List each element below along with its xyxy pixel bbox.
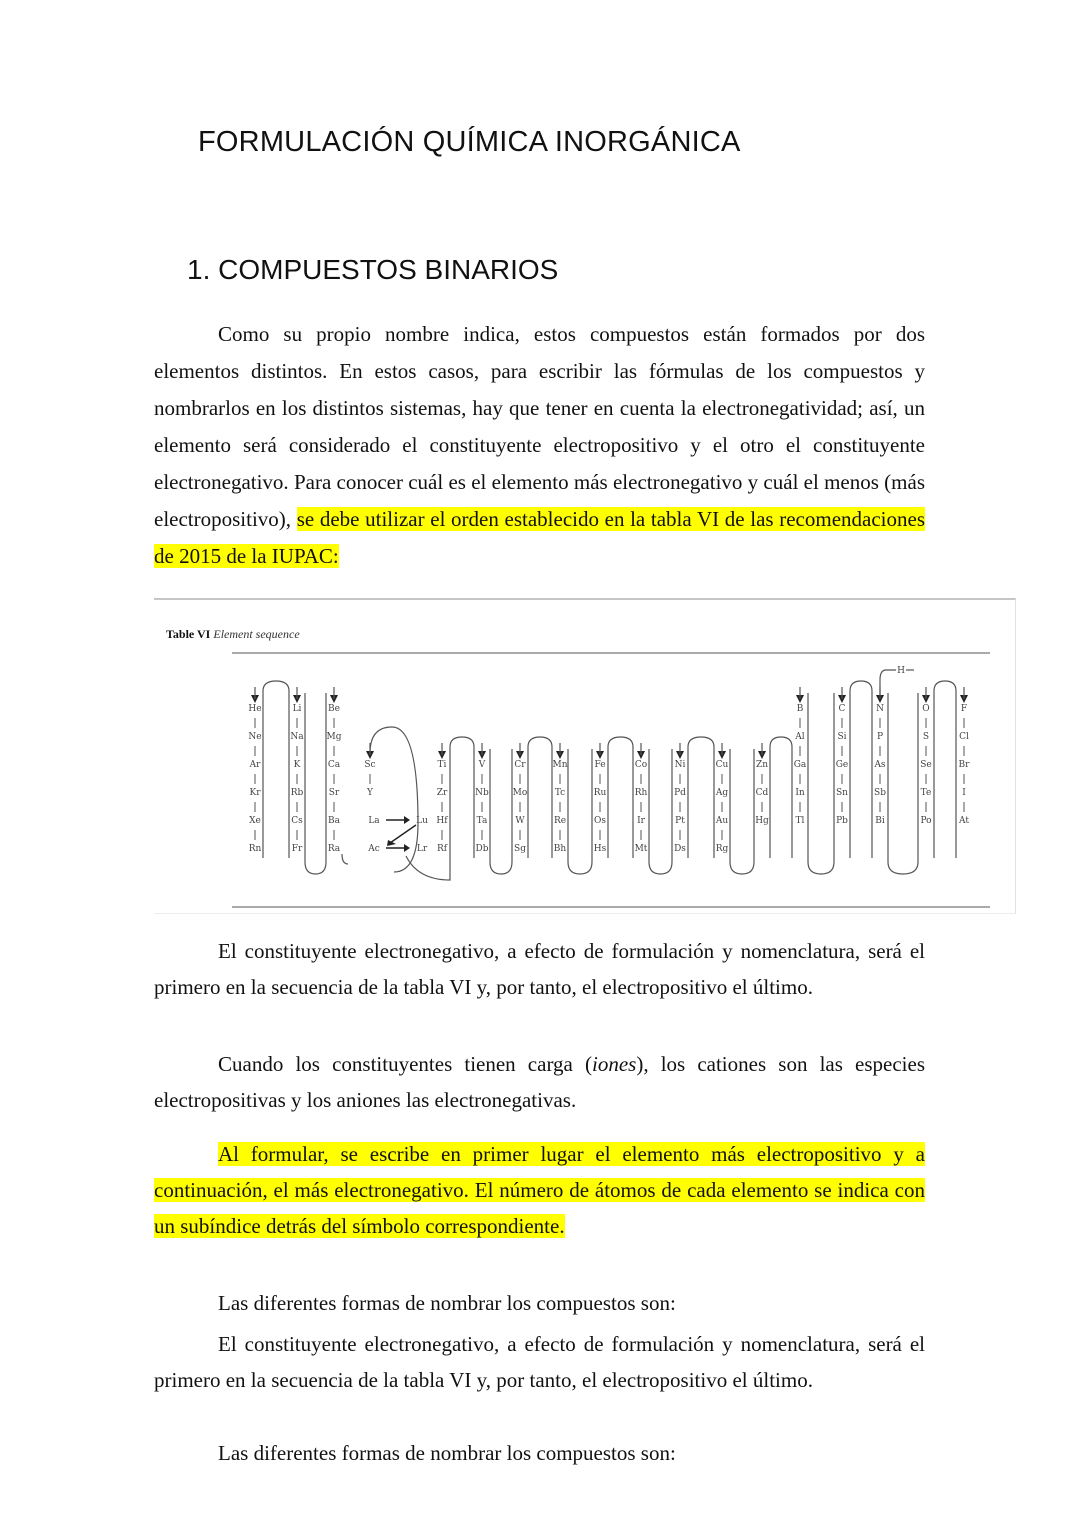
element-ac: Ac bbox=[368, 844, 380, 854]
connector-loop bbox=[305, 693, 326, 874]
lu-to-ac-arrow-head bbox=[387, 840, 396, 846]
element-co: Co bbox=[634, 760, 648, 770]
element-mg: Mg bbox=[326, 732, 342, 742]
element-tc: Tc bbox=[554, 788, 566, 798]
element-ru: Ru bbox=[593, 788, 607, 798]
element-ir: Ir bbox=[637, 816, 645, 826]
lanthanide-arrow-head bbox=[404, 816, 410, 824]
element-sb: Sb bbox=[874, 788, 886, 798]
connector-loop bbox=[342, 854, 348, 864]
element-bi: Bi bbox=[875, 816, 885, 826]
intro-highlight: se debe utilizar el orden establecido en la tabla VI de las recomendaciones de 2015 de la IUPAC: bbox=[154, 507, 926, 568]
element-k: K bbox=[293, 760, 301, 770]
element-in: In bbox=[795, 788, 805, 798]
element-ge: Ge bbox=[835, 760, 849, 770]
element-cr: Cr bbox=[514, 760, 526, 770]
element-ga: Ga bbox=[793, 760, 807, 770]
element-y: Y bbox=[367, 788, 373, 798]
element-sequence-figure bbox=[154, 598, 1016, 914]
element-zn: Zn bbox=[755, 760, 769, 770]
section-heading: 1. COMPUESTOS BINARIOS bbox=[187, 254, 559, 285]
connector-loop bbox=[528, 737, 552, 858]
lu-to-ac-arrow bbox=[390, 825, 416, 843]
element-b: B bbox=[796, 704, 804, 714]
element-as: As bbox=[874, 760, 886, 770]
element-ra: Ra bbox=[327, 844, 341, 854]
connector-loop bbox=[450, 737, 474, 858]
element-be: Be bbox=[328, 704, 340, 714]
connector-loop bbox=[888, 693, 918, 874]
element-la: La bbox=[368, 816, 380, 826]
element-lu: Lu bbox=[416, 816, 428, 826]
connector-loop bbox=[808, 693, 834, 874]
element-v: V bbox=[478, 760, 486, 770]
ions-text-before: Cuando los constituyentes tienen carga ( bbox=[218, 1052, 592, 1076]
paragraph-electronegative-repeat: El constituyente electronegativo, a efecto de formulación y nomenclatura, será el primero en la secuencia de la tabla VI y, por tanto, el electropositivo el último. bbox=[154, 1332, 925, 1392]
element-rb: Rb bbox=[290, 788, 304, 798]
element-xe: Xe bbox=[249, 816, 261, 826]
connector-loop bbox=[608, 737, 633, 858]
element-lr: Lr bbox=[416, 844, 428, 854]
element-fe: Fe bbox=[594, 760, 606, 770]
element-w: W bbox=[515, 816, 525, 826]
intro-text: Como su propio nombre indica, estos compuestos están formados por dos elementos distintos. En estos casos, para escribir las fórmulas de los compuestos y nombrarlos en los distintos sistemas, hay que tener en cuenta la electronegatividad; así, un elemento será considerado el constituyente electropositivo y el otro el constituyente electronegativo. Para conocer cuál es el elemento más electronegativo y cuál el menos (más electropositivo), bbox=[154, 322, 925, 531]
connector-loop bbox=[770, 737, 792, 858]
element-cd: Cd bbox=[755, 788, 769, 798]
element-pd: Pd bbox=[674, 788, 686, 798]
element-ca: Ca bbox=[327, 760, 341, 770]
element-os: Os bbox=[594, 816, 606, 826]
connector-loop bbox=[730, 749, 754, 874]
element-mt: Mt bbox=[634, 844, 648, 854]
formulation-highlight: Al formular, se escribe en primer lugar el elemento más electropositivo y a continuación, el más electronegativo. El número de átomos de cada elemento se indica con un subíndice detrás del símbolo correspondiente. bbox=[154, 1142, 925, 1238]
element-h: H bbox=[897, 666, 905, 676]
element-au: Au bbox=[715, 816, 729, 826]
element-cu: Cu bbox=[715, 760, 729, 770]
element-o: O bbox=[922, 704, 930, 714]
element-re: Re bbox=[553, 816, 567, 826]
element-br: Br bbox=[958, 760, 970, 770]
element-ag: Ag bbox=[715, 788, 729, 798]
element-cl: Cl bbox=[959, 732, 969, 742]
connector-loop bbox=[263, 681, 289, 858]
element-hg: Hg bbox=[755, 816, 769, 826]
element-li: Li bbox=[292, 704, 302, 714]
figure-label: Table VI bbox=[166, 627, 211, 641]
element-zr: Zr bbox=[436, 788, 448, 798]
connector-loop bbox=[490, 749, 512, 874]
element-ba: Ba bbox=[328, 816, 340, 826]
element-po: Po bbox=[920, 816, 932, 826]
element-db: Db bbox=[475, 844, 489, 854]
element-tl: Tl bbox=[795, 816, 805, 826]
figure-caption-text: Element sequence bbox=[213, 627, 300, 641]
element-sequence-diagram bbox=[154, 600, 1016, 916]
element-mn: Mn bbox=[552, 760, 568, 770]
paragraph-formulation-rule bbox=[154, 1136, 925, 1244]
element-p: P bbox=[876, 732, 884, 742]
element-mo: Mo bbox=[512, 788, 528, 798]
intro-paragraph bbox=[154, 316, 925, 575]
element-sn: Sn bbox=[836, 788, 848, 798]
element-i: I bbox=[962, 788, 966, 798]
element-ni: Ni bbox=[674, 760, 686, 770]
document-title: FORMULACIÓN QUÍMICA INORGÁNICA bbox=[198, 126, 741, 158]
element-pt: Pt bbox=[675, 816, 685, 826]
paragraph-electronegative-first: El constituyente electronegativo, a efecto de formulación y nomenclatura, será el primero en la secuencia de la tabla VI y, por tanto, el electropositivo el último. bbox=[154, 939, 925, 999]
element-sc: Sc bbox=[364, 760, 376, 770]
element-f: F bbox=[960, 704, 968, 714]
element-ar: Ar bbox=[249, 760, 261, 770]
element-nb: Nb bbox=[475, 788, 489, 798]
element-bh: Bh bbox=[553, 844, 567, 854]
element-kr: Kr bbox=[249, 788, 261, 798]
element-fr: Fr bbox=[291, 844, 303, 854]
element-rh: Rh bbox=[634, 788, 648, 798]
element-sr: Sr bbox=[328, 788, 340, 798]
element-pb: Pb bbox=[836, 816, 848, 826]
element-rf: Rf bbox=[436, 844, 448, 854]
element-he: He bbox=[248, 704, 262, 714]
element-c: C bbox=[838, 704, 846, 714]
element-ds: Ds bbox=[674, 844, 686, 854]
element-cs: Cs bbox=[291, 816, 303, 826]
element-hs: Hs bbox=[593, 844, 607, 854]
element-se: Se bbox=[920, 760, 932, 770]
element-ne: Ne bbox=[248, 732, 262, 742]
element-n: N bbox=[876, 704, 884, 714]
element-al: Al bbox=[795, 732, 805, 742]
actinide-arrow-head bbox=[404, 844, 410, 852]
ions-text-after: ), los cationes son las especies electropositivas y los aniones las electronegativas. bbox=[154, 1052, 925, 1112]
connector-loop bbox=[568, 749, 592, 874]
ions-italic: iones bbox=[592, 1052, 637, 1076]
paragraph-ions bbox=[154, 1046, 925, 1118]
element-s: S bbox=[922, 732, 930, 742]
element-si: Si bbox=[837, 732, 847, 742]
element-na: Na bbox=[290, 732, 304, 742]
element-ta: Ta bbox=[476, 816, 488, 826]
connector-loop bbox=[688, 737, 714, 858]
paragraph-naming-intro: Las diferentes formas de nombrar los compuestos son: bbox=[218, 1291, 676, 1315]
connector-loop bbox=[649, 749, 672, 874]
element-te: Te bbox=[920, 788, 932, 798]
connector-loop bbox=[850, 681, 872, 858]
element-at: At bbox=[959, 816, 969, 826]
element-ti: Ti bbox=[437, 760, 447, 770]
element-rg: Rg bbox=[715, 844, 729, 854]
connector-loop bbox=[934, 681, 956, 858]
paragraph-naming-repeat: Las diferentes formas de nombrar los compuestos son: bbox=[218, 1441, 676, 1465]
element-rn: Rn bbox=[248, 844, 262, 854]
element-hf: Hf bbox=[436, 816, 448, 826]
element-sg: Sg bbox=[514, 844, 526, 854]
hydrogen-link bbox=[880, 670, 896, 695]
